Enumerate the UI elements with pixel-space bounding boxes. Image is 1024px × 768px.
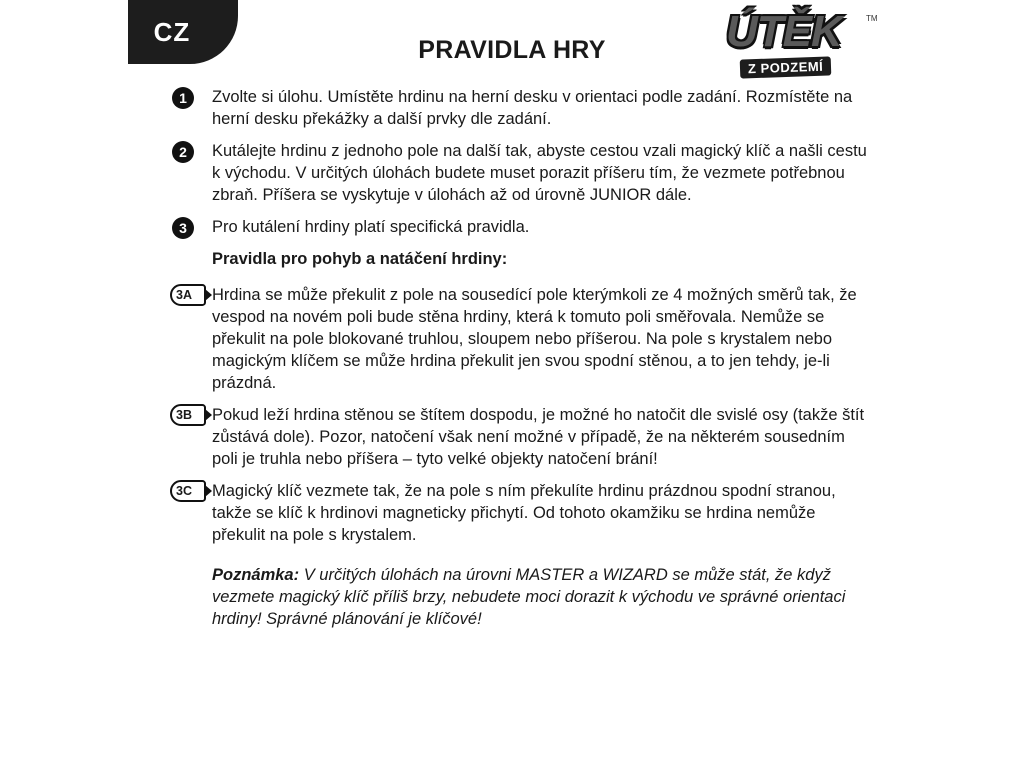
rule-3c [170,480,870,546]
language-label: CZ [153,16,191,47]
note-paragraph [170,564,870,630]
rule-text: Magický klíč vezmete tak, že na pole s ním překulíte hrdinu prázdnou spodní stranou, takže se klíč k hrdinovi magneticky přichytí. Od tohoto okamžiku se hrdina nemůže překulit na pole s krystalem. [212,482,836,544]
logo-sub-text: Z PODZEMÍ [740,56,832,78]
note-text: V určitých úlohách na úrovni MASTER a WIZARD se může stát, že když vezmete magický klíč příliš brzy, nebudete moci dorazit k východu ve správné orientaci hrdiny! Správné plánování je klíčové! [212,566,846,628]
rule-1 [170,86,870,130]
page-title: PRAVIDLA HRY [418,36,606,64]
logo-main-text: ÚTĚK [726,7,842,56]
rule-text: Pokud leží hrdina stěnou se štítem dospodu, je možné ho natočit dle svislé osy (takže štít zůstává dole). Pozor, natočení však není možné v případě, že na některém sousedním poli je truhla nebo příšera – tyto velké objekty natočení brání! [212,406,865,468]
rule-text: Hrdina se může překulit z pole na sousedící pole kterýmkoli ze 4 možných směrů tak, že vespod na novém poli bude stěna hrdiny, která k tomuto poli směřovala. Nemůže se překulit na pole blokované truhlou, sloupem nebo příšerou. Na pole s krystalem nebo magickým klíčem se může hrdina překulit jen svou spodní stěnou, a to jen tehdy, je-li prázdná. [212,286,857,392]
rule-number-badge: 2 [172,141,194,163]
rule-text: Pro kutálení hrdiny platí specifická pravidla. [212,218,530,236]
rule-3a [170,284,870,394]
rule-text: Zvolte si úlohu. Umístěte hrdinu na herní desku v orientaci podle zadání. Rozmístěte na herní desku překážky a další prvky dle zadání. [212,88,853,128]
note-label: Poznámka: [212,566,300,584]
rule-number-badge: 1 [172,87,194,109]
rule-tag-badge: 3A [170,284,206,306]
rule-3b [170,404,870,470]
movement-rules-heading: Pravidla pro pohyb a natáčení hrdiny: [212,250,508,268]
rule-3 [170,216,870,238]
game-logo [718,6,878,86]
rules-content [170,86,870,630]
rule-number-badge: 3 [172,217,194,239]
trademark-mark: TM [866,14,878,23]
rule-2 [170,140,870,206]
rule-tag-badge: 3B [170,404,206,426]
rule-text: Kutálejte hrdinu z jednoho pole na další tak, abyste cestou vzali magický klíč a našli cestu k východu. V určitých úlohách budete muset porazit příšeru tím, že vezmete potřebnou zbraň. Příšera se vyskytuje v úlohách až od úrovně JUNIOR dále. [212,142,867,204]
rule-tag-badge: 3C [170,480,206,502]
